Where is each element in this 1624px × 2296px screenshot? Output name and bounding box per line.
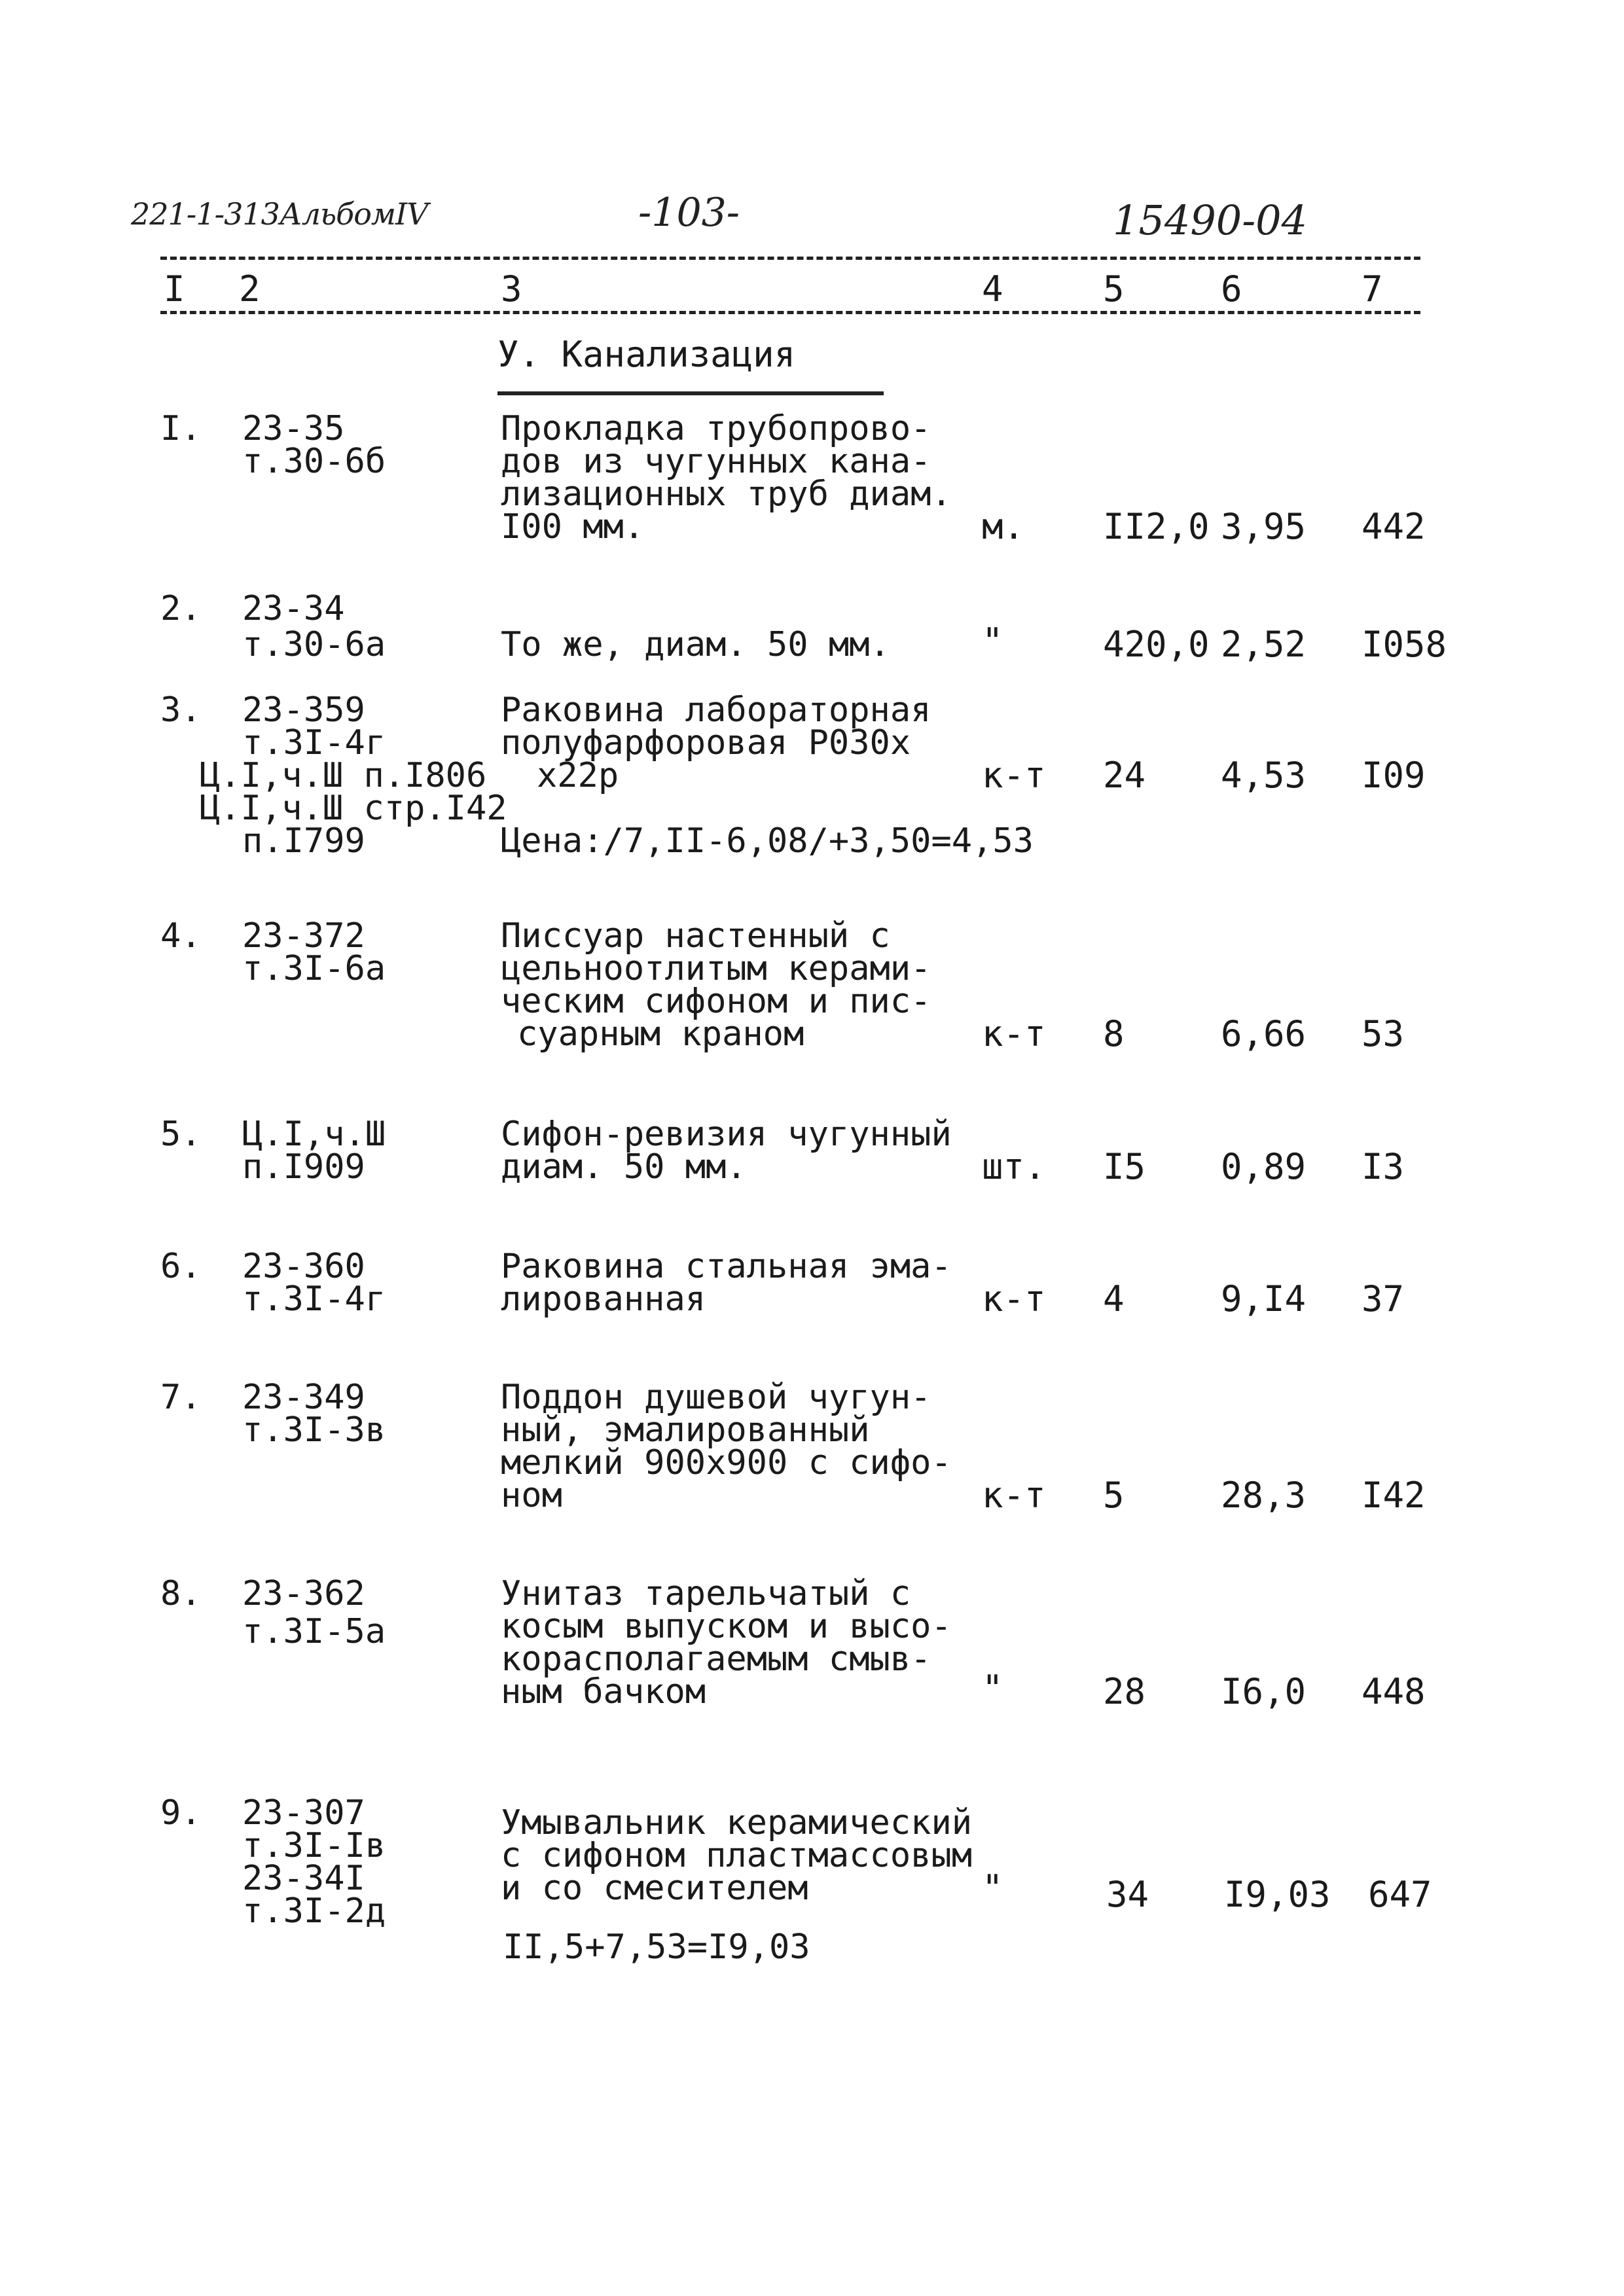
row-4-code-1: 23-372 bbox=[242, 916, 365, 956]
row-8-desc-2: косым выпуском и высо- bbox=[501, 1607, 952, 1646]
row-7-price: 28,3 bbox=[1221, 1475, 1307, 1516]
row-4-price: 6,66 bbox=[1221, 1013, 1307, 1054]
row-9-code-2: т.3I-Iв bbox=[242, 1826, 386, 1865]
row-9-desc-2: с сифоном пластмассовым bbox=[501, 1836, 973, 1875]
row-6-unit: к-т bbox=[982, 1278, 1046, 1319]
row-9-code-3: 23-34I bbox=[242, 1859, 365, 1898]
row-2-code-2: т.30-6а bbox=[242, 625, 386, 664]
row-5-code-1: Ц.I,ч.Ш bbox=[242, 1115, 386, 1154]
row-9-total: 647 bbox=[1368, 1874, 1432, 1915]
row-6-qty: 4 bbox=[1103, 1278, 1125, 1319]
row-1-desc-3: лизационных труб диам. bbox=[501, 475, 952, 514]
row-5-unit: шт. bbox=[982, 1146, 1046, 1187]
row-4-number: 4. bbox=[160, 916, 202, 956]
row-7-qty: 5 bbox=[1103, 1475, 1125, 1516]
row-5-qty: I5 bbox=[1103, 1146, 1146, 1187]
row-8-desc-1: Унитаз тарельчатый с bbox=[501, 1574, 911, 1613]
row-9-unit: " bbox=[982, 1867, 1003, 1909]
row-4-desc-2: цельноотлитым керами- bbox=[501, 949, 931, 988]
row-8-code-2: т.3I-5а bbox=[242, 1612, 386, 1651]
row-3-price: 4,53 bbox=[1221, 755, 1307, 796]
row-6-code-2: т.3I-4г bbox=[242, 1280, 386, 1319]
column-header-divider bbox=[160, 311, 1420, 314]
row-5-desc-1: Сифон-ревизия чугунный bbox=[501, 1115, 952, 1154]
row-9-code-4: т.3I-2д bbox=[242, 1892, 386, 1931]
row-4-desc-4: суарным краном bbox=[517, 1014, 804, 1054]
row-5-total: I3 bbox=[1362, 1146, 1405, 1187]
row-2-total: I058 bbox=[1362, 624, 1447, 665]
row-9-desc-3: и со смесителем bbox=[501, 1869, 808, 1908]
row-7-code-1: 23-349 bbox=[242, 1378, 365, 1417]
row-6-number: 6. bbox=[160, 1247, 202, 1286]
column-header-7: 7 bbox=[1362, 268, 1383, 310]
row-7-unit: к-т bbox=[982, 1475, 1046, 1516]
row-9-code-1: 23-307 bbox=[242, 1793, 365, 1833]
row-2-number: 2. bbox=[160, 589, 202, 628]
row-6-desc-2: лированная bbox=[501, 1280, 706, 1319]
row-2-unit: " bbox=[982, 620, 1003, 662]
row-2-price: 2,52 bbox=[1221, 624, 1307, 665]
row-8-price: I6,0 bbox=[1221, 1671, 1307, 1712]
row-7-total: I42 bbox=[1362, 1475, 1426, 1516]
row-3-total: I09 bbox=[1362, 755, 1426, 796]
column-header-2: 2 bbox=[239, 268, 261, 310]
row-4-code-2: т.3I-6а bbox=[242, 949, 386, 988]
row-5-desc-2: диам. 50 мм. bbox=[501, 1147, 747, 1187]
column-header-3: 3 bbox=[501, 268, 522, 310]
row-6-price: 9,I4 bbox=[1221, 1278, 1307, 1319]
header-divider bbox=[160, 257, 1420, 260]
row-4-qty: 8 bbox=[1103, 1013, 1125, 1054]
section-title: У. Канализация bbox=[497, 334, 796, 375]
row-1-code-1: 23-35 bbox=[242, 409, 345, 448]
row-3-code-5: п.I799 bbox=[242, 821, 365, 861]
row-9-qty: 34 bbox=[1106, 1874, 1149, 1915]
row-9-price: I9,03 bbox=[1224, 1874, 1331, 1915]
row-8-unit: " bbox=[982, 1668, 1003, 1709]
row-4-total: 53 bbox=[1362, 1013, 1405, 1054]
column-header-4: 4 bbox=[982, 268, 1003, 310]
row-4-desc-1: Писсуар настенный с bbox=[501, 916, 890, 956]
row-6-desc-1: Раковина стальная эма- bbox=[501, 1247, 952, 1286]
row-8-desc-4: ным бачком bbox=[501, 1672, 706, 1712]
row-3-code-3: Ц.I,ч.Ш п.I806 bbox=[200, 756, 487, 795]
row-8-code-1: 23-362 bbox=[242, 1574, 365, 1613]
row-1-desc-2: дов из чугунных кана- bbox=[501, 442, 931, 481]
row-9-desc-1: Умывальник керамический bbox=[501, 1803, 973, 1842]
row-7-desc-2: ный, эмалированный bbox=[501, 1410, 870, 1450]
row-1-desc-1: Прокладка трубопрово- bbox=[501, 409, 931, 448]
row-8-total: 448 bbox=[1362, 1671, 1426, 1712]
document-code: 15490-04 bbox=[1113, 196, 1308, 244]
row-3-unit: к-т bbox=[982, 755, 1046, 796]
row-6-code-1: 23-360 bbox=[242, 1247, 365, 1286]
page-number: -103- bbox=[638, 190, 740, 236]
row-2-code-1: 23-34 bbox=[242, 589, 345, 628]
column-header-1: I bbox=[164, 268, 185, 310]
row-7-number: 7. bbox=[160, 1378, 202, 1417]
row-7-desc-3: мелкий 900х900 с сифо- bbox=[501, 1443, 952, 1482]
row-1-desc-4: I00 мм. bbox=[501, 507, 645, 547]
row-3-desc-2: полуфарфоровая Р030х bbox=[501, 723, 911, 762]
row-3-code-4: Ц.I,ч.Ш стр.I42 bbox=[200, 789, 507, 828]
row-1-code-2: т.30-6б bbox=[242, 442, 386, 481]
column-header-6: 6 bbox=[1221, 268, 1242, 310]
row-2-desc-1: То же, диам. 50 мм. bbox=[501, 625, 890, 664]
row-5-price: 0,89 bbox=[1221, 1146, 1307, 1187]
row-3-code-2: т.3I-4г bbox=[242, 723, 386, 762]
row-3-code-1: 23-359 bbox=[242, 691, 365, 730]
row-3-desc-3: х22р bbox=[537, 756, 619, 795]
row-1-price: 3,95 bbox=[1221, 506, 1307, 547]
archive-note: 221-1-313АльбомIV bbox=[131, 196, 428, 232]
row-8-qty: 28 bbox=[1103, 1671, 1146, 1712]
row-9-price-note: II,5+7,53=I9,03 bbox=[503, 1928, 810, 1967]
row-1-unit: м. bbox=[982, 506, 1025, 547]
row-7-desc-4: ном bbox=[501, 1476, 562, 1515]
row-2-qty: 420,0 bbox=[1103, 624, 1210, 665]
row-3-qty: 24 bbox=[1103, 755, 1146, 796]
row-1-number: I. bbox=[160, 409, 202, 448]
row-6-total: 37 bbox=[1362, 1278, 1405, 1319]
row-3-price-note: Цена:/7,II-6,08/+3,50=4,53 bbox=[501, 821, 1034, 861]
row-3-desc-1: Раковина лабораторная bbox=[501, 691, 931, 730]
row-8-desc-3: корасполагаемым смыв- bbox=[501, 1640, 931, 1679]
row-1-total: 442 bbox=[1362, 506, 1426, 547]
column-header-5: 5 bbox=[1103, 268, 1125, 310]
row-4-desc-3: ческим сифоном и пис- bbox=[501, 982, 931, 1021]
row-4-unit: к-т bbox=[982, 1013, 1046, 1054]
row-9-number: 9. bbox=[160, 1793, 202, 1833]
row-7-code-2: т.3I-3в bbox=[242, 1410, 386, 1450]
row-3-number: 3. bbox=[160, 691, 202, 730]
row-8-number: 8. bbox=[160, 1574, 202, 1613]
section-title-underline bbox=[497, 391, 884, 395]
row-5-number: 5. bbox=[160, 1115, 202, 1154]
row-1-qty: II2,0 bbox=[1103, 506, 1210, 547]
row-7-desc-1: Поддон душевой чугун- bbox=[501, 1378, 931, 1417]
row-5-code-2: п.I909 bbox=[242, 1147, 365, 1187]
